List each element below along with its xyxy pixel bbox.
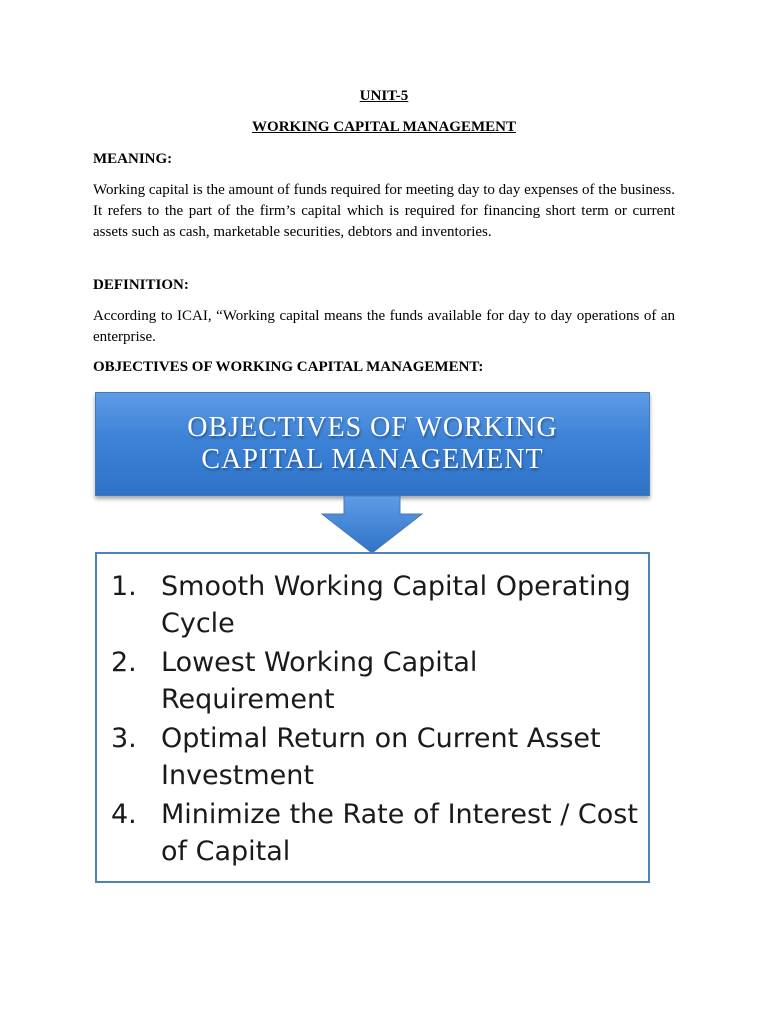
list-item-text: Lowest Working Capital Requirement [161,647,478,715]
list-item-text: Minimize the Rate of Interest / Cost of Capital [161,799,638,867]
objectives-banner [95,392,650,496]
list-item-text: Smooth Working Capital Operating Cycle [161,571,631,639]
definition-heading: DEFINITION: [93,277,189,293]
meaning-paragraph: Working capital is the amount of funds required for meeting day to day expenses of the business. It refers to the part of the firm’s capital which is required for financing short term or current assets such as cash, marketable securities, debtors and inventories. [93,182,675,240]
list-item-number: 3. [111,723,137,754]
unit-title: UNIT-5 [359,88,409,104]
banner-line-2: CAPITAL MANAGEMENT [201,444,544,475]
list-item-number: 1. [111,571,137,602]
objectives-list-box [95,552,650,883]
list-item-number: 2. [111,647,137,678]
down-arrow-icon [320,496,424,554]
definition-paragraph: According to ICAI, “Working capital means the funds available for day to day operations of an enterprise. [93,308,675,345]
list-item-number: 4. [111,799,137,830]
document-title: WORKING CAPITAL MANAGEMENT [252,119,516,135]
meaning-heading: MEANING: [93,151,173,167]
banner-line-1: OBJECTIVES OF WORKING [187,412,558,443]
list-item-text: Optimal Return on Current Asset Investment [161,723,601,791]
objectives-heading: OBJECTIVES OF WORKING CAPITAL MANAGEMENT: [93,359,484,375]
